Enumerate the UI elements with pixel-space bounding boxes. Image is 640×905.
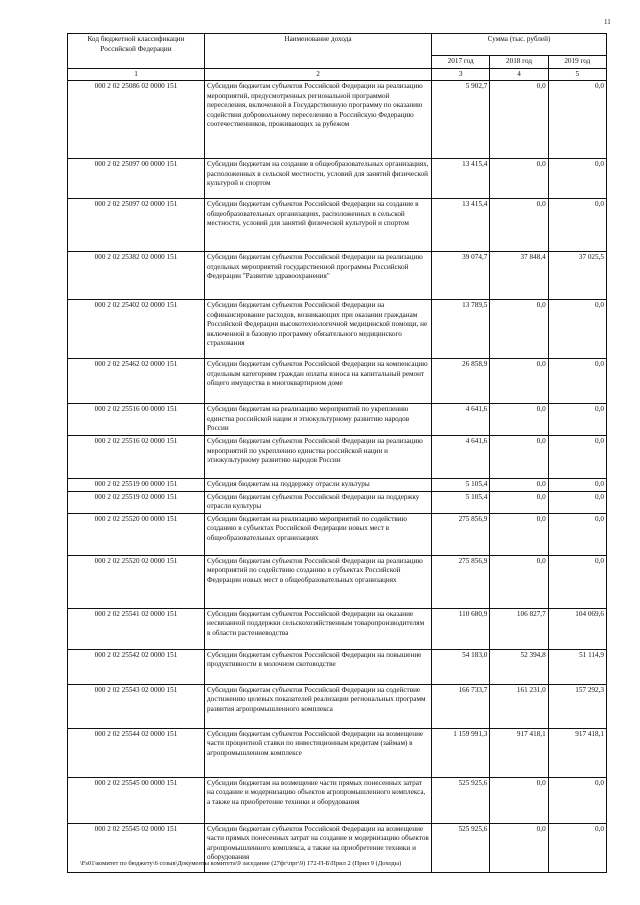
budget-code-cell: 000 2 02 25086 02 0000 151 (68, 81, 205, 159)
amount-2017-cell: 5 105,4 (432, 491, 490, 513)
amount-2017-cell: 26 858,9 (432, 359, 490, 404)
header-year-2019: 2019 год (548, 56, 606, 69)
table-row (68, 491, 607, 513)
budget-code-cell: 000 2 02 25402 02 0000 151 (68, 300, 205, 359)
amount-2017-cell: 5 105,4 (432, 479, 490, 492)
table-row (68, 81, 607, 159)
amount-2018-cell: 0,0 (490, 555, 548, 608)
amount-2017-cell: 13 789,5 (432, 300, 490, 359)
amount-2018-cell: 0,0 (490, 479, 548, 492)
amount-2019-cell: 0,0 (548, 823, 606, 872)
budget-code-cell: 000 2 02 25516 02 0000 151 (68, 436, 205, 479)
budget-code-cell: 000 2 02 25520 02 0000 151 (68, 555, 205, 608)
table-row (68, 252, 607, 300)
amount-2019-cell: 0,0 (548, 81, 606, 159)
header-code: Код бюджетной классификации Российской Федерации (68, 34, 205, 69)
income-name-cell: Субсидии бюджетам субъектов Российской Федерации на оказание несвязанной поддержки сельскохозяйственным товаропроизводителям в области растениеводства (205, 608, 432, 649)
amount-2017-cell: 166 733,7 (432, 684, 490, 728)
income-name-cell: Субсидии бюджетам на реализацию мероприятий по укреплению единства российской нации и этнокультурному развитию народов России (205, 404, 432, 436)
budget-code-cell: 000 2 02 25544 02 0000 151 (68, 728, 205, 777)
table-row (68, 777, 607, 823)
income-name-cell: Субсидии бюджетам субъектов Российской Федерации на возмещение части процентной ставки по инвестиционным кредитам (займам) в агропромышленном комплексе (205, 728, 432, 777)
table-row (68, 199, 607, 252)
table-row (68, 359, 607, 404)
header-name: Наименование дохода (205, 34, 432, 69)
amount-2019-cell: 0,0 (548, 300, 606, 359)
amount-2017-cell: 525 925,6 (432, 823, 490, 872)
amount-2017-cell: 110 680,9 (432, 608, 490, 649)
file-path-footer: \Fs01\комитет по бюджету\6 созыв\Документы комитета\9 заседание (27фг\прг\9) 172-П-Б\Прил 2 (Прил 9 (Доходы) (80, 860, 402, 867)
budget-code-cell: 000 2 02 25519 02 0000 151 (68, 491, 205, 513)
budget-code-cell: 000 2 02 25097 02 0000 151 (68, 199, 205, 252)
amount-2017-cell: 4 641,6 (432, 436, 490, 479)
amount-2017-cell: 4 641,6 (432, 404, 490, 436)
amount-2019-cell: 0,0 (548, 404, 606, 436)
amount-2017-cell: 54 183,0 (432, 649, 490, 684)
amount-2018-cell: 0,0 (490, 359, 548, 404)
amount-2019-cell: 51 114,9 (548, 649, 606, 684)
amount-2018-cell: 161 231,0 (490, 684, 548, 728)
amount-2018-cell: 52 394,8 (490, 649, 548, 684)
amount-2019-cell: 0,0 (548, 436, 606, 479)
income-name-cell: Субсидии бюджетам субъектов Российской Федерации на реализацию мероприятий, предусмотренных региональной программой переселения, включенной в Государственную программу по оказанию содействия добровольному переселению в Российскую Федерацию соотечественников, проживающих за рубежом (205, 81, 432, 159)
column-number: 1 (68, 68, 205, 81)
amount-2018-cell: 0,0 (490, 777, 548, 823)
amount-2018-cell: 0,0 (490, 81, 548, 159)
amount-2017-cell: 1 159 991,3 (432, 728, 490, 777)
amount-2019-cell: 0,0 (548, 491, 606, 513)
budget-code-cell: 000 2 02 25541 02 0000 151 (68, 608, 205, 649)
income-name-cell: Субсидии бюджетам на создание в общеобразовательных организациях, расположенных в сельской местности, условий для занятий физической культурой и спортом (205, 159, 432, 199)
amount-2019-cell: 157 292,3 (548, 684, 606, 728)
amount-2018-cell: 0,0 (490, 159, 548, 199)
amount-2019-cell: 104 069,6 (548, 608, 606, 649)
income-name-cell: Субсидии бюджетам субъектов Российской Федерации на реализацию мероприятий по укреплению единства российской нации и этнокультурному развитию народов России (205, 436, 432, 479)
amount-2019-cell: 917 418,1 (548, 728, 606, 777)
income-name-cell: Субсидии бюджетам субъектов Российской Федерации на компенсацию отдельным категориям граждан оплаты взноса на капитальный ремонт общего имущества в многоквартирном доме (205, 359, 432, 404)
table-row (68, 300, 607, 359)
table-row (68, 555, 607, 608)
column-number: 4 (490, 68, 548, 81)
table-row (68, 159, 607, 199)
budget-code-cell: 000 2 02 25097 00 0000 151 (68, 159, 205, 199)
table-row (68, 479, 607, 492)
amount-2019-cell: 37 025,5 (548, 252, 606, 300)
amount-2019-cell: 0,0 (548, 359, 606, 404)
page-number: 11 (604, 18, 611, 26)
budget-code-cell: 000 2 02 25462 02 0000 151 (68, 359, 205, 404)
amount-2017-cell: 525 925,6 (432, 777, 490, 823)
header-sum: Сумма (тыс. рублей) (432, 34, 607, 56)
table-row (68, 436, 607, 479)
column-number: 3 (432, 68, 490, 81)
budget-code-cell: 000 2 02 25545 00 0000 151 (68, 777, 205, 823)
income-name-cell: Субсидии бюджетам на реализацию мероприятий по содействию созданию в субъектах Российской Федерации новых мест в общеобразовательных организациях (205, 513, 432, 555)
amount-2018-cell: 37 848,4 (490, 252, 548, 300)
income-name-cell: Субсидии бюджетам субъектов Российской Федерации на содействие достижению целевых показателей реализации региональных программ развития агропромышленного комплекса (205, 684, 432, 728)
budget-code-cell: 000 2 02 25545 02 0000 151 (68, 823, 205, 872)
amount-2018-cell: 0,0 (490, 199, 548, 252)
table-row (68, 728, 607, 777)
table-row (68, 513, 607, 555)
amount-2019-cell: 0,0 (548, 479, 606, 492)
amount-2017-cell: 275 856,9 (432, 513, 490, 555)
budget-code-cell: 000 2 02 25519 00 0000 151 (68, 479, 205, 492)
amount-2017-cell: 275 856,9 (432, 555, 490, 608)
amount-2017-cell: 13 415,4 (432, 159, 490, 199)
budget-code-cell: 000 2 02 25543 02 0000 151 (68, 684, 205, 728)
budget-code-cell: 000 2 02 25520 00 0000 151 (68, 513, 205, 555)
income-name-cell: Субсидии бюджетам субъектов Российской Федерации на повышение продуктивности в молочном скотоводстве (205, 649, 432, 684)
amount-2018-cell: 0,0 (490, 491, 548, 513)
amount-2018-cell: 0,0 (490, 823, 548, 872)
income-name-cell: Субсидия бюджетам на поддержку отрасли культуры (205, 479, 432, 492)
amount-2019-cell: 0,0 (548, 159, 606, 199)
table-row (68, 608, 607, 649)
table-row (68, 684, 607, 728)
amount-2019-cell: 0,0 (548, 199, 606, 252)
income-name-cell: Субсидии бюджетам субъектов Российской Федерации на возмещение части прямых понесенных затрат на создание и модернизацию объектов агропромышленного комплекса, а также на приобретение техники и оборудования (205, 823, 432, 872)
amount-2019-cell: 0,0 (548, 513, 606, 555)
table-row (68, 649, 607, 684)
budget-code-cell: 000 2 02 25382 02 0000 151 (68, 252, 205, 300)
income-name-cell: Субсидии бюджетам субъектов Российской Федерации на поддержку отрасли культуры (205, 491, 432, 513)
amount-2017-cell: 39 074,7 (432, 252, 490, 300)
header-year-2018: 2018 год (490, 56, 548, 69)
budget-income-table (67, 33, 607, 873)
budget-code-cell: 000 2 02 25542 02 0000 151 (68, 649, 205, 684)
amount-2017-cell: 5 902,7 (432, 81, 490, 159)
income-name-cell: Субсидии бюджетам на возмещение части прямых понесенных затрат на создание и модернизацию объектов агропромышленного комплекса, а также на приобретение техники и оборудования (205, 777, 432, 823)
budget-code-cell: 000 2 02 25516 00 0000 151 (68, 404, 205, 436)
header-year-2017: 2017 год (432, 56, 490, 69)
column-number: 2 (205, 68, 432, 81)
income-name-cell: Субсидии бюджетам субъектов Российской Федерации на создание в общеобразовательных организациях, расположенных в сельской местности, условий для занятий физической культурой и спортом (205, 199, 432, 252)
amount-2018-cell: 0,0 (490, 436, 548, 479)
amount-2018-cell: 0,0 (490, 513, 548, 555)
table-row (68, 404, 607, 436)
income-name-cell: Субсидии бюджетам субъектов Российской Федерации на реализацию отдельных мероприятий государственной программы Российской Федерации "Развитие здравоохранения" (205, 252, 432, 300)
amount-2019-cell: 0,0 (548, 777, 606, 823)
amount-2018-cell: 0,0 (490, 404, 548, 436)
amount-2018-cell: 106 827,7 (490, 608, 548, 649)
income-name-cell: Субсидии бюджетам субъектов Российской Федерации на софинансирование расходов, возникающих при оказании гражданам Российской Федерации высокотехнологичной медицинской помощи, не включенной в базовую программу обязательного медицинского страхования (205, 300, 432, 359)
amount-2018-cell: 917 418,1 (490, 728, 548, 777)
amount-2019-cell: 0,0 (548, 555, 606, 608)
income-name-cell: Субсидии бюджетам субъектов Российской Федерации на реализацию мероприятий по содействию созданию в субъектах Российской Федерации новых мест в общеобразовательных организациях (205, 555, 432, 608)
amount-2018-cell: 0,0 (490, 300, 548, 359)
amount-2017-cell: 13 415,4 (432, 199, 490, 252)
column-number: 5 (548, 68, 606, 81)
